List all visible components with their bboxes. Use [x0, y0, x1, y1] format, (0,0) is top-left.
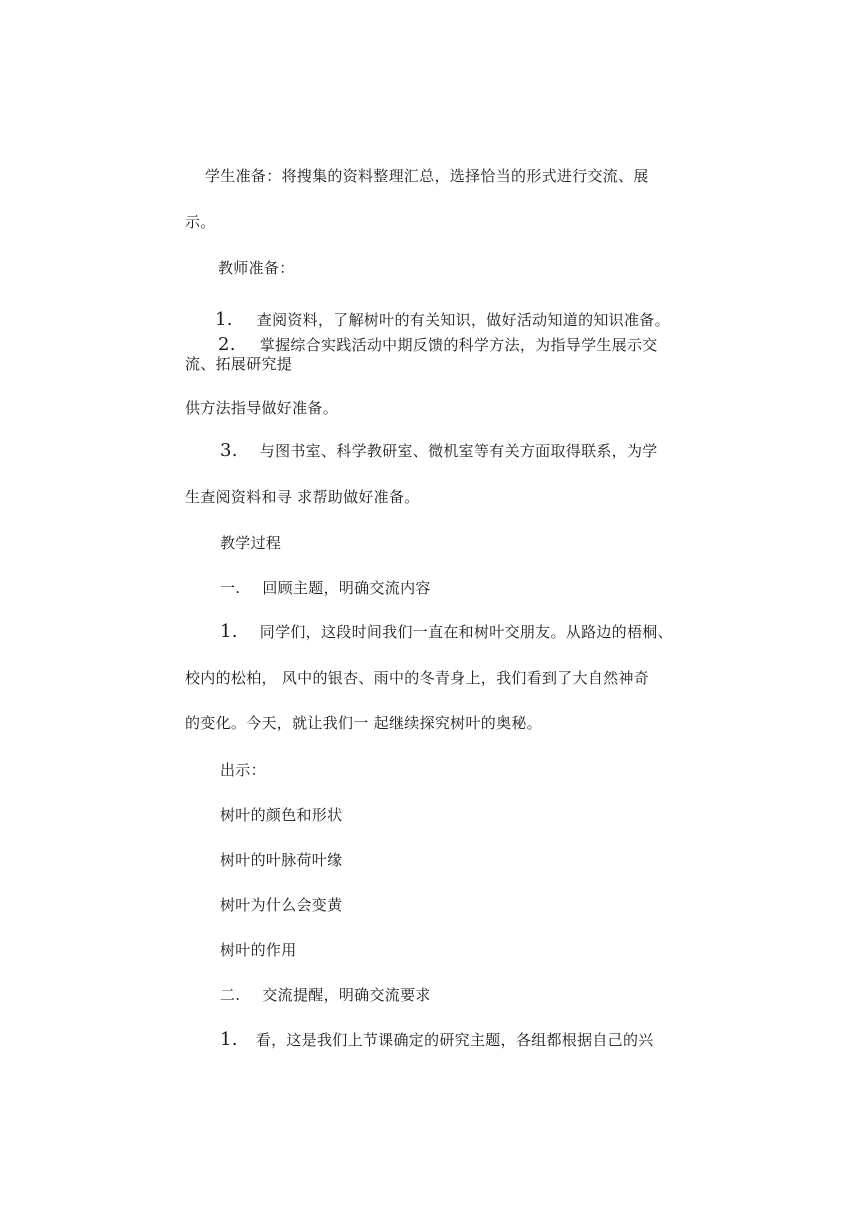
teacher-prep-item-2-line-3: 供方法指导做好准备。 [185, 399, 339, 417]
list-number: 1. [220, 621, 238, 642]
section-1-item-1-line-2: 校内的松柏， 风中的银杏、雨中的冬青身上，我们看到了大自然神奇 [185, 669, 650, 687]
list-item-text: 看，这是我们上节课确定的研究主题，各组都根据自己的兴 [255, 1031, 654, 1049]
student-prep-line-1: 学生准备：将搜集的资料整理汇总，选择恰当的形式进行交流、展 [205, 167, 649, 185]
topic-item: 树叶的颜色和形状 [220, 806, 343, 824]
list-number: 1. [215, 309, 233, 330]
teacher-prep-item-2-line-2: 流、拓展研究提 [185, 355, 293, 373]
teacher-prep-item-3-line-2: 生查阅资料和寻 求帮助做好准备。 [185, 488, 420, 506]
teacher-prep-item-2 [218, 335, 658, 355]
list-item-text: 同学们，这段时间我们一直在和树叶交朋友。从路边的梧桐、 [259, 623, 673, 641]
list-number: 1. [220, 1029, 238, 1050]
section-1-item-1 [220, 622, 673, 642]
list-item-text: 与图书室、科学教研室、微机室等有关方面取得联系，为学 [259, 442, 658, 460]
topic-item: 树叶的叶脉荷叶缘 [220, 851, 343, 869]
section-2-heading [220, 985, 431, 1005]
section-1-heading [220, 578, 431, 598]
teacher-prep-heading: 教师准备： [218, 259, 295, 277]
section-number: 二. [220, 986, 241, 1004]
section-number: 一. [220, 579, 241, 597]
list-item-text: 查阅资料，了解树叶的有关知识，做好活动知道的知识准备。 [256, 311, 670, 329]
process-heading: 教学过程 [220, 534, 282, 552]
section-title: 回顾主题，明确交流内容 [262, 579, 431, 597]
teacher-prep-item-1 [215, 310, 670, 330]
teacher-prep-item-3 [220, 441, 658, 461]
topic-item: 树叶为什么会变黄 [220, 896, 343, 914]
list-item-text: 掌握综合实践活动中期反馈的科学方法，为指导学生展示交 [259, 336, 658, 354]
section-1-item-1-line-3: 的变化。今天，就让我们一 起继续探究树叶的奥秘。 [185, 714, 542, 732]
list-number: 2. [218, 334, 236, 355]
show-label: 出示： [220, 761, 266, 779]
section-2-item-1 [220, 1030, 654, 1050]
student-prep-line-2: 示。 [185, 213, 216, 231]
list-number: 3. [220, 440, 238, 461]
section-title: 交流提醒，明确交流要求 [262, 986, 431, 1004]
topic-item: 树叶的作用 [220, 941, 297, 959]
